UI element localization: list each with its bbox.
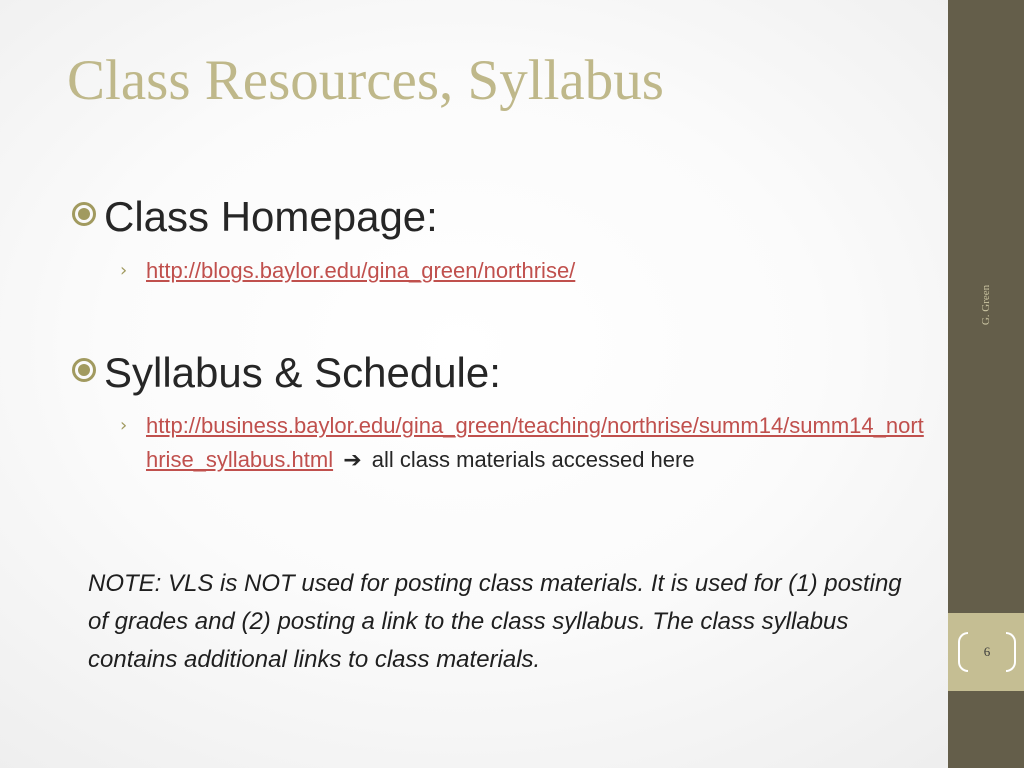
chevron-right-icon: ›	[120, 260, 128, 281]
sub-bullet-syllabus-link	[120, 409, 936, 478]
circle-bullet-icon	[72, 358, 96, 382]
bullet-syllabus-schedule	[72, 349, 501, 396]
syllabus-suffix: all class materials accessed here	[371, 447, 695, 472]
homepage-link[interactable]: http://blogs.baylor.edu/gina_green/northrise/	[146, 258, 576, 283]
bullet-heading: Syllabus & Schedule:	[104, 349, 501, 396]
sub-bullet-homepage-link	[120, 254, 936, 288]
right-arrow-icon: ➔	[343, 448, 362, 473]
syllabus-link[interactable]: http://business.baylor.edu/gina_green/teaching/northrise/summ14/summ14_northrise_syllabus.html	[146, 413, 924, 472]
footer-author: G. Green	[980, 284, 992, 326]
bullet-class-homepage	[72, 193, 438, 240]
slide-number: 6	[983, 644, 991, 659]
note-text: NOTE: VLS is NOT used for posting class materials. It is used for (1) posting of grades and (2) posting a link to the class syllabus. The class syllabus contains additional links to class materials.	[88, 570, 902, 673]
slide-number-box	[958, 632, 1016, 676]
circle-bullet-icon	[72, 202, 96, 226]
slide-title: Class Resources, Syllabus	[67, 49, 664, 112]
bullet-heading: Class Homepage:	[104, 193, 438, 240]
chevron-right-icon: ›	[120, 415, 128, 436]
